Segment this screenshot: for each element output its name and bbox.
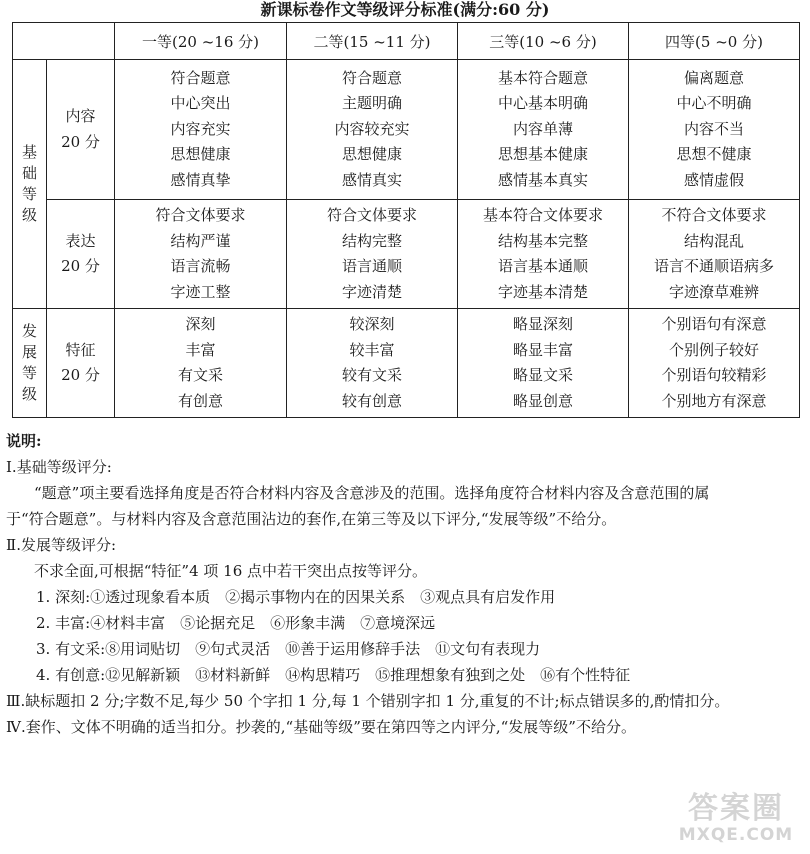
feature-item: 2. 丰富:④材料丰富 ⑤论据充足 ⑥形象丰满 ⑦意境深远 xyxy=(36,614,436,632)
criterion: 语言不通顺语病多 xyxy=(653,257,774,275)
content-grade-3 xyxy=(458,60,629,200)
criterion: 内容较充实 xyxy=(334,119,410,138)
category-label: 基础等级 xyxy=(21,143,37,224)
feature-label-cell xyxy=(47,309,115,418)
feature-item: 4. 有创意:⑫见解新颖 ⑬材料新鲜 ⑭构思精巧 ⑮推理想象有独到之处 ⑯有个性特征 xyxy=(36,666,631,684)
feature-grade-3 xyxy=(458,309,629,418)
category-label: 发展等级 xyxy=(21,322,37,403)
expression-label-cell xyxy=(47,200,115,309)
content-row xyxy=(13,60,800,200)
section-2-title: Ⅱ.发展等级评分: xyxy=(6,536,117,554)
watermark-logo xyxy=(676,792,796,844)
criterion: 有文采 xyxy=(177,366,223,384)
criterion: 结构严谨 xyxy=(170,231,231,250)
feature-grade-1 xyxy=(115,309,287,418)
criterion: 略显文采 xyxy=(512,366,573,384)
row-points: 20 分 xyxy=(61,132,100,151)
criterion: 较丰富 xyxy=(349,340,395,359)
feature-item: 1. 深刻:①透过现象看本质 ②揭示事物内在的因果关系 ③观点具有启发作用 xyxy=(36,588,556,606)
notes-section xyxy=(6,428,806,740)
criterion: 内容单薄 xyxy=(512,119,573,138)
row-label: 表达 xyxy=(65,231,96,250)
criterion: 结构混乱 xyxy=(683,231,744,250)
criterion: 语言流畅 xyxy=(170,257,231,275)
expression-grade-2 xyxy=(287,200,458,309)
content-grade-1 xyxy=(115,60,287,200)
criterion: 深刻 xyxy=(185,315,216,333)
criterion: 符合文体要求 xyxy=(326,206,417,224)
feature-grade-4 xyxy=(629,309,800,418)
section-4-text: Ⅳ.套作、文体不明确的适当扣分。抄袭的,“基础等级”要在第四等之内评分,“发展等级”不给分。 xyxy=(6,718,636,736)
criterion: 较有创意 xyxy=(341,391,402,410)
criterion: 感情真挚 xyxy=(170,170,231,189)
criterion: 内容不当 xyxy=(683,119,744,138)
expression-grade-4 xyxy=(629,200,800,309)
row-points: 20 分 xyxy=(61,366,100,384)
criterion: 略显深刻 xyxy=(512,315,573,333)
watermark-text: 答案圈 xyxy=(688,791,784,826)
section-1-text: “题意”项主要看选择角度是否符合材料内容及含意涉及的范围。选择角度符合材料内容及含意范围的属 xyxy=(34,484,710,502)
criterion: 字迹潦草难辨 xyxy=(668,282,759,301)
criterion: 较有文采 xyxy=(341,366,402,384)
criterion: 个别地方有深意 xyxy=(661,391,767,410)
expression-grade-3 xyxy=(458,200,629,309)
row-points: 20 分 xyxy=(61,257,100,275)
section-1-title: Ⅰ.基础等级评分: xyxy=(6,458,112,476)
criterion: 感情虚假 xyxy=(683,170,744,189)
criterion: 主题明确 xyxy=(341,94,402,113)
criterion: 思想不健康 xyxy=(676,145,752,164)
section-2-intro: 不求全面,可根据“特征”4 项 16 点中若干突出点按等评分。 xyxy=(34,562,428,580)
criterion: 思想基本健康 xyxy=(497,145,588,164)
section-1-text-cont: 于“符合题意”。与材料内容及含意范围沾边的套作,在第三等及以下评分,“发展等级”不给分。 xyxy=(6,510,617,528)
criterion: 基本符合文体要求 xyxy=(482,206,603,224)
criterion: 思想健康 xyxy=(170,145,231,164)
criterion: 个别语句有深意 xyxy=(661,315,767,333)
criterion: 思想健康 xyxy=(341,145,402,164)
criterion: 中心突出 xyxy=(170,94,231,113)
content-grade-2 xyxy=(287,60,458,200)
criterion: 有创意 xyxy=(177,391,223,410)
criterion: 语言基本通顺 xyxy=(497,257,588,275)
header-row xyxy=(13,23,800,60)
criterion: 中心不明确 xyxy=(676,94,752,113)
grading-table xyxy=(12,22,800,418)
feature-item: 3. 有文采:⑧用词贴切 ⑨句式灵活 ⑩善于运用修辞手法 ⑪文句有表现力 xyxy=(36,640,541,658)
content-label-cell xyxy=(47,60,115,200)
criterion: 不符合文体要求 xyxy=(661,206,767,224)
criterion: 结构基本完整 xyxy=(497,231,588,250)
content-grade-4 xyxy=(629,60,800,200)
criterion: 略显丰富 xyxy=(512,340,573,359)
criterion: 基本符合题意 xyxy=(497,68,588,87)
criterion: 符合题意 xyxy=(170,68,231,87)
header-grade-1: 一等(20 ~16 分) xyxy=(115,23,287,60)
expression-row xyxy=(13,200,800,309)
criterion: 结构完整 xyxy=(341,231,402,250)
criterion: 个别语句较精彩 xyxy=(661,366,767,384)
header-grade-3: 三等(10 ~6 分) xyxy=(458,23,629,60)
criterion: 字迹清楚 xyxy=(341,282,402,301)
criterion: 个别例子较好 xyxy=(668,340,759,359)
criterion: 字迹工整 xyxy=(170,282,231,301)
feature-grade-2 xyxy=(287,309,458,418)
criterion: 较深刻 xyxy=(349,315,395,333)
feature-row xyxy=(13,309,800,418)
criterion: 符合文体要求 xyxy=(155,206,246,224)
notes-heading: 说明: xyxy=(6,432,42,450)
header-grade-2: 二等(15 ~11 分) xyxy=(287,23,458,60)
section-3-text: Ⅲ.缺标题扣 2 分;字数不足,每少 50 个字扣 1 分,每 1 个错别字扣 1 分,重复的不计;标点错误多的,酌情扣分。 xyxy=(6,692,730,710)
criterion: 符合题意 xyxy=(341,68,402,87)
criterion: 语言通顺 xyxy=(341,257,402,275)
criterion: 感情真实 xyxy=(341,170,402,189)
page-title: 新课标卷作文等级评分标准(满分:60 分) xyxy=(260,0,550,19)
criterion: 丰富 xyxy=(185,340,216,359)
row-label: 内容 xyxy=(65,107,96,125)
watermark-url: MXQE.COM xyxy=(678,825,794,845)
development-level-label xyxy=(13,309,47,418)
criterion: 偏离题意 xyxy=(683,68,744,87)
criterion: 感情基本真实 xyxy=(497,170,588,189)
expression-grade-1 xyxy=(115,200,287,309)
criterion: 内容充实 xyxy=(170,119,231,138)
basic-level-label xyxy=(13,60,47,309)
corner-cell xyxy=(13,23,115,60)
criterion: 字迹基本清楚 xyxy=(497,282,588,301)
row-label: 特征 xyxy=(65,340,96,359)
header-grade-4: 四等(5 ~0 分) xyxy=(629,23,800,60)
criterion: 略显创意 xyxy=(512,391,573,410)
criterion: 中心基本明确 xyxy=(497,94,588,113)
